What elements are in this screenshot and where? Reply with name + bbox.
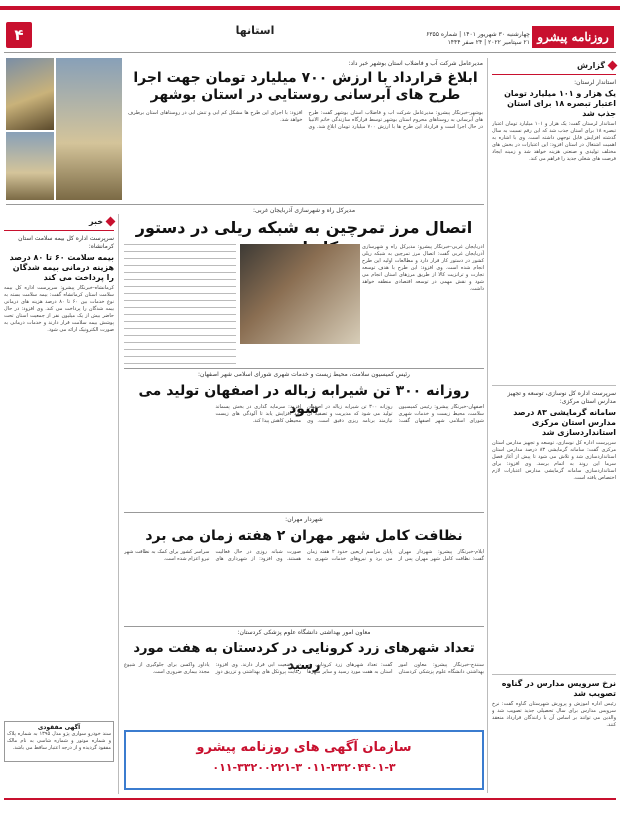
section-tag-label: گزارش [576, 60, 605, 70]
story-body: سرپرست اداره کل نوسازی، توسعه و تجهیز مدارس استان مرکزی گفت: سامانه گرمایشی ۸۳ درصد مدارس استان استانداردسازی شد و تلاش می شود تا پیش از آغاز فصل سرما این روند به اتمام برسد. وی افزود: برای استانداردسازی سامانه گرمایشی مدارس اعتبارات لازم اختصاص یافته است. [492, 440, 616, 481]
lead-kicker: مدیرعامل شرکت آب و فاضلاب استان بوشهر خبر داد: [348, 60, 483, 67]
story-body: استاندار لرستان گفت: یک هزار و ۱۰۱ میلیارد تومان اعتبار تبصره ۱۸ برای استان جذب شد که این رقم نسبت به سال گذشته افزایش قابل توجهی داشته است. وی با اشاره به اهمیت اشتغال در استان افزود: این اعتبارات در بخش های مختلف تولیدی و صنعتی هزینه خواهد شد و زمینه ایجاد فرصت های شغلی جدید را فراهم می کند. [492, 121, 616, 162]
photo-excavators [56, 58, 122, 200]
date-line-persian: چهارشنبه ۳۰ شهریور ۱۴۰۱ | شماره ۶۳۵۵ [426, 31, 530, 38]
story-kicker: رئیس کمیسیون سلامت، محیط زیست و خدمات شهری شورای اسلامی شهر اصفهان: [198, 371, 410, 378]
story-body: سنندج-خبرنگار پیشرو: معاون امور بهداشتی دانشگاه علوم پزشکی کردستان گفت: تعداد شهرهای زرد کرونایی در استان به هفت مورد رسید و سایر شهرها در وضعیت آبی قرار دارند. وی افزود: رعایت پروتکل های بهداشتی و تزریق دوز یادآور واکسن برای جلوگیری از شیوع مجدد بیماری ضروری است. [124, 662, 484, 675]
left-column [4, 214, 114, 794]
story-headline: روزانه ۳۰۰ تن شیرابه زباله در اصفهان تولید می شود [138, 383, 470, 417]
header-divider [4, 52, 616, 53]
photo-official [6, 58, 54, 130]
section-title: استانها [235, 24, 275, 37]
section-rule [4, 230, 114, 231]
story-body: اصفهان-خبرنگار پیشرو: رئیس کمیسیون سلامت، محیط زیست و خدمات شهری شورای اسلامی شهر اصفهان گفت: روزانه ۳۰۰ تن شیرابه زباله در اصفهان تولید می شود که مدیریت و تصفیه آن نیازمند برنامه ریزی دقیق است. وی افزود: سرمایه گذاری در بخش پسماند باید افزایش یابد تا آلودگی های زیست محیطی کاهش پیدا کند. [215, 404, 484, 424]
divider [124, 368, 484, 369]
story-body-continued [124, 244, 236, 364]
section-tag-report [492, 58, 616, 72]
footer-rule [4, 798, 616, 800]
masthead [0, 0, 620, 50]
section-tag-news [4, 214, 114, 228]
ad-phones: ۰۱۱-۳۳۲۰۰۲۲۱-۳ ۰۱۱-۳۳۲۰۴۴۰۱-۳ [212, 761, 396, 774]
date-line [350, 31, 530, 47]
column-divider [487, 58, 488, 793]
story-body: آذربایجان غربی-خبرنگار پیشرو: مدیرکل راه و شهرسازی آذربایجان غربی گفت: اتصال مرز تمرچین به شبکه ریلی کشور در دستور کار قرار دارد و مطالعات اولیه این طرح انجام شده است. وی افزود: این طرح با هدف توسعه تجارت و ترانزیت کالا از طریق مرزهای استان انجام می شود و نقش مهمی در توسعه اقتصادی منطقه خواهد داشت. [362, 244, 484, 292]
diamond-icon [106, 216, 116, 226]
story-headline: نرخ سرویس مدارس در گناوه تصویب شد [501, 679, 616, 698]
ad-box [124, 730, 484, 790]
divider [124, 512, 484, 513]
story-kicker: معاون امور بهداشتی دانشگاه علوم پزشکی کردستان: [237, 629, 371, 636]
divider [6, 204, 484, 205]
lost-notice [4, 721, 114, 762]
story-headline: تعداد شهرهای زرد کرونایی در کردستان به هفت مورد رسید [133, 641, 475, 673]
section-rule [492, 74, 616, 75]
story-kicker: سرپرست اداره کل بیمه سلامت استان کرمانشاه: [18, 235, 114, 250]
lead-headline: ابلاغ قرارداد با ارزش ۷۰۰ میلیارد تومان جهت اجرا طرح های آبرسانی روستایی در استان بوشهر [133, 70, 478, 103]
photo-director [240, 244, 360, 344]
story-kicker: استاندار لرستان: [574, 79, 616, 86]
diamond-icon [608, 60, 618, 70]
story-headline: نظافت کامل شهر مهران ۲ هفته زمان می برد [145, 528, 463, 544]
story-headline: بیمه سلامت ۶۰ تا ۸۰ درصد هزینه درمانی بیمه شدگان را پرداخت می کند [9, 253, 114, 282]
divider [492, 674, 616, 675]
masthead-red-rule [0, 6, 620, 10]
photo-site [6, 132, 54, 200]
divider [492, 385, 616, 386]
story-body: کرمانشاه-خبرنگار پیشرو: سرپرست اداره کل بیمه سلامت استان کرمانشاه گفت: بیمه سلامت بسته به نوع خدمات بین ۶۰ تا ۸۰ درصد هزینه های درمانی بیمه شدگان را پرداخت می کند. وی افزود: در حال حاضر بیش از یک میلیون نفر از جمعیت استان تحت پوشش بیمه سلامت قرار دارند و خدمات درمانی به صورت الکترونیک ارائه می شود. [4, 285, 114, 333]
story-headline: اتصال مرز تمرچین به شبکه ریلی در دستور [135, 218, 473, 237]
story-headline: یک هزار و ۱۰۱ میلیارد تومان اعتبار تبصره ۱۸ برای استان جذب شد [504, 89, 616, 118]
story-headline: سامانه گرمایشی ۸۳ درصد مدارس استان مرکزی استانداردسازی شد [513, 408, 616, 437]
story-kicker: شهردار مهران: [285, 516, 323, 523]
story-body: رئیس اداره آموزش و پرورش شهرستان گناوه گفت: نرخ سرویس مدارس برای سال تحصیلی جدید تصویب شد و والدین می توانند بر اساس آن با رانندگان قرارداد منعقد کنند. [492, 701, 616, 728]
column-divider [118, 214, 119, 794]
ad-title: سازمان آگهی های روزنامه پیشرو [196, 740, 412, 755]
newspaper-logo: روزنامه پیشرو [532, 26, 614, 48]
story-kicker: سرپرست اداره کل نوسازی، توسعه و تجهیز مدارس استان مرکزی: [507, 390, 616, 405]
page-number: ۴ [6, 22, 32, 48]
right-column [492, 58, 616, 793]
date-line-gregorian: ۲۱ سپتامبر ۲۰۲۲ | ۲۴ صفر ۱۴۴۴ [447, 39, 530, 46]
lead-body: بوشهر-خبرنگار پیشرو: مدیرعامل شرکت آب و فاضلاب استان بوشهر گفت: طرح های آبرسانی به روستاهای محروم استان بوشهر توسط قرارگاه سازندگی خاتم الانبیا در حال اجرا است و قرارداد این طرح ها با ارزش ۷۰۰ میلیارد تومان ابلاغ شد. وی افزود: با اجرای این طرح ها مشکل کم آبی و تنش آبی در روستاهای استان برطرف خواهد شد. [128, 110, 483, 130]
story-body: ایلام-خبرنگار پیشرو: شهردار مهران گفت: نظافت کامل شهر مهران پس از پایان مراسم اربعین حدود ۲ هفته زمان می برد و نیروهای خدمات شهری به صورت شبانه روزی در حال فعالیت هستند. وی افزود: از شهرداری های سراسر کشور برای کمک به نظافت شهر نیرو اعزام شده است. [124, 549, 484, 562]
notice-body: سند خودرو سواری پژو مدل ۱۳۹۵ به شماره پلاک و شماره موتور و شماره شاسی به نام مالک مفقود گردیده و از درجه اعتبار ساقط می باشد. [7, 731, 111, 751]
divider [124, 626, 484, 627]
notice-title: آگهی مفقودی [37, 724, 81, 731]
story-kicker: مدیرکل راه و شهرسازی آذربایجان غربی: [252, 207, 356, 214]
section-tag-label: خبر [88, 216, 103, 226]
